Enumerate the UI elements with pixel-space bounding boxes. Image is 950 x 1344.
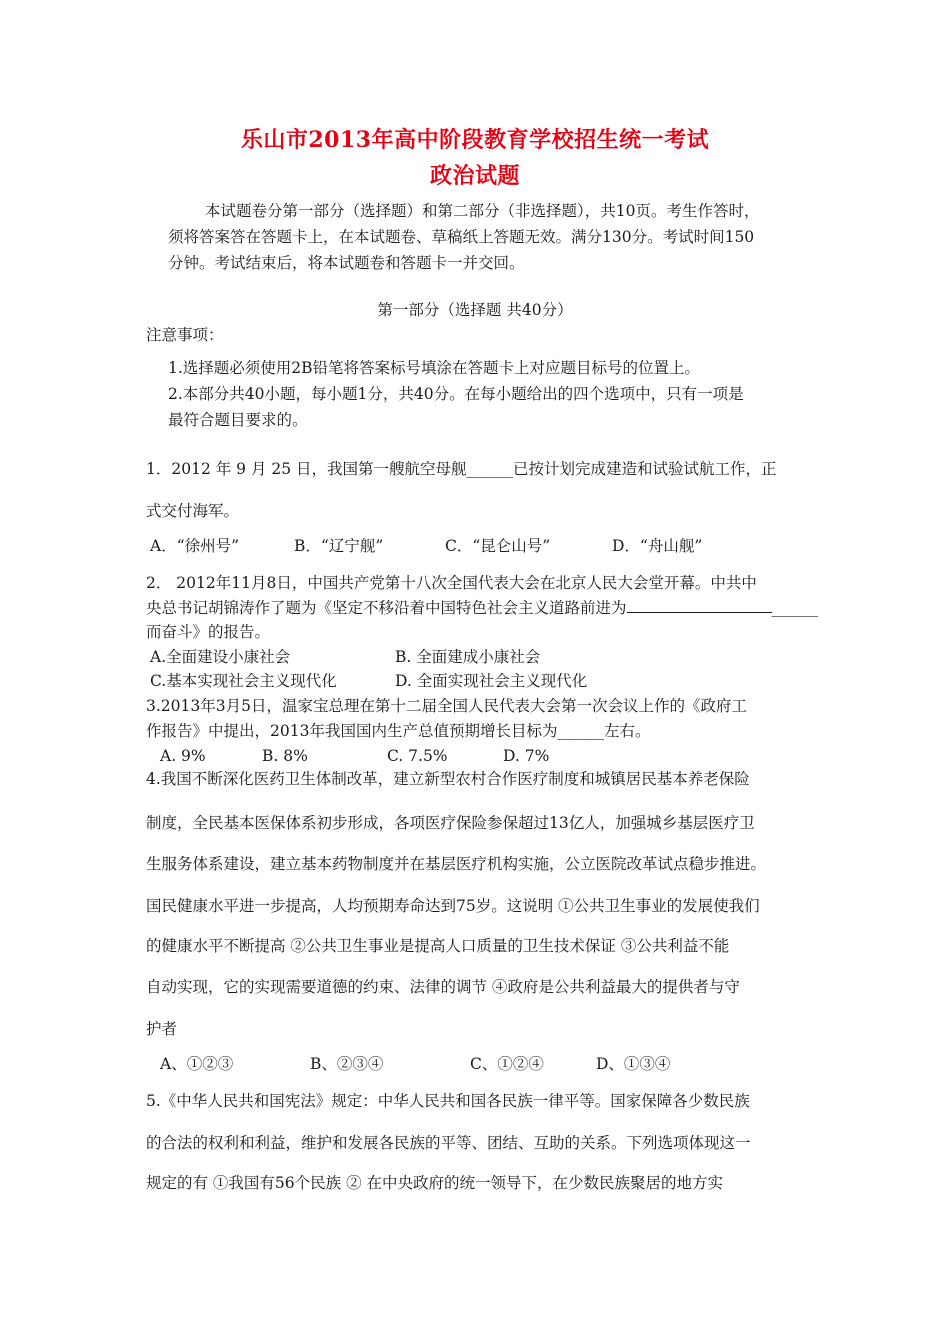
question-1-line-2: 式交付海军。 <box>146 502 240 520</box>
q2-option-b: B. 全面建成小康社会 <box>395 648 541 666</box>
q2-option-a: A.全面建设小康社会 <box>150 648 291 666</box>
notice-line-3: 最符合题目要求的。 <box>168 411 308 429</box>
q1-option-c: C．“昆仑山号” <box>445 537 551 555</box>
question-3-line-1: 3.2013年3月5日，温家宝总理在第十二届全国人民代表大会第一次会议上作的《政府工 <box>146 697 747 715</box>
q3-option-d: D. 7% <box>503 747 550 765</box>
notice-line-2: 2.本部分共40小题，每小题1分，共40分。在每小题给出的四个选项中，只有一项是 <box>168 385 744 403</box>
question-4-line-7: 护者 <box>146 1020 178 1038</box>
notice-line-1: 1.选择题必须使用2B铅笔将答案标号填涂在答题卡上对应题目标号的位置上。 <box>168 359 701 377</box>
q2-option-c: C.基本实现社会主义现代化 <box>150 672 337 690</box>
question-4-line-5: 的健康水平不断提高 ②公共卫生事业是提高人口质量的卫生技术保证 ③公共利益不能 <box>146 937 730 955</box>
q4-option-c: C、①②④ <box>470 1055 544 1073</box>
question-5-line-1: 5.《中华人民共和国宪法》规定：中华人民共和国各民族一律平等。国家保障各少数民族 <box>146 1092 750 1110</box>
exam-subtitle: 政治试题 <box>429 163 520 189</box>
intro-line-1: 本试题卷分第一部分（选择题）和第二部分（非选择题），共10页。考生作答时， <box>205 202 760 220</box>
notice-label: 注意事项： <box>146 326 224 344</box>
question-4-line-4: 国民健康水平进一步提高，人均预期寿命达到75岁。这说明 ①公共卫生事业的发展使我们 <box>146 897 760 915</box>
question-2-line-2-trailing: ______ <box>771 599 819 617</box>
part-heading: 第一部分（选择题 共40分） <box>377 301 573 319</box>
intro-line-3: 分钟。考试结束后，将本试题卷和答题卡一并交回。 <box>168 254 525 272</box>
question-4-line-6: 自动实现，它的实现需要道德的约束、法律的调节 ④政府是公共利益最大的提供者与守 <box>146 978 740 996</box>
question-2-line-1: 2． 2012年11月8日，中国共产党第十八次全国代表大会在北京人民大会堂开幕。中共中 <box>146 574 757 592</box>
question-2-line-3: 而奋斗》的报告。 <box>146 623 271 641</box>
question-4-line-1: 4.我国不断深化医药卫生体制改革，建立新型农村合作医疗制度和城镇居民基本养老保险 <box>146 770 750 788</box>
q1-option-b: B．“辽宁舰” <box>294 537 384 555</box>
question-5-line-3: 规定的有 ①我国有56个民族 ② 在中央政府的统一领导下，在少数民族聚居的地方实 <box>146 1174 724 1192</box>
question-1-line-1: 1．2012 年 9 月 25 日，我国第一艘航空母舰______已按计划完成建造和试验试航工作，正 <box>146 460 777 478</box>
q3-option-b: B. 8% <box>262 747 308 765</box>
question-5-line-2: 的合法的权利和利益，维护和发展各民族的平等、团结、互助的关系。下列选项体现这一 <box>146 1134 751 1152</box>
q3-option-c: C. 7.5% <box>387 747 448 765</box>
q4-option-b: B、②③④ <box>310 1055 384 1073</box>
q2-option-d: D. 全面实现社会主义现代化 <box>395 672 588 690</box>
intro-line-2: 须将答案答在答题卡上，在本试题卷、草稿纸上答题无效。满分130分。考试时间150 <box>168 228 755 246</box>
answer-blank <box>627 598 772 613</box>
q3-option-a: A. 9% <box>160 747 206 765</box>
q4-option-a: A、①②③ <box>160 1055 234 1073</box>
q1-option-a: A．“徐州号” <box>150 537 240 555</box>
question-4-line-2: 制度，全民基本医保体系初步形成，各项医疗保险参保超过13亿人，加强城乡基层医疗卫 <box>146 814 755 832</box>
question-3-line-2: 作报告》中提出，2013年我国国内生产总值预期增长目标为______左右。 <box>146 722 651 740</box>
question-2-line-2-text: 央总书记胡锦涛作了题为《坚定不移沿着中国特色社会主义道路前进为 <box>146 599 627 617</box>
question-4-line-3: 生服务体系建设，建立基本药物制度并在基层医疗机构实施，公立医院改革试点稳步推进。 <box>146 855 767 873</box>
q1-option-d: D．“舟山舰” <box>612 537 703 555</box>
exam-title: 乐山市2013年高中阶段教育学校招生统一考试 <box>240 127 710 153</box>
question-2-line-2 <box>146 597 818 619</box>
q4-option-d: D、①③④ <box>596 1055 671 1073</box>
